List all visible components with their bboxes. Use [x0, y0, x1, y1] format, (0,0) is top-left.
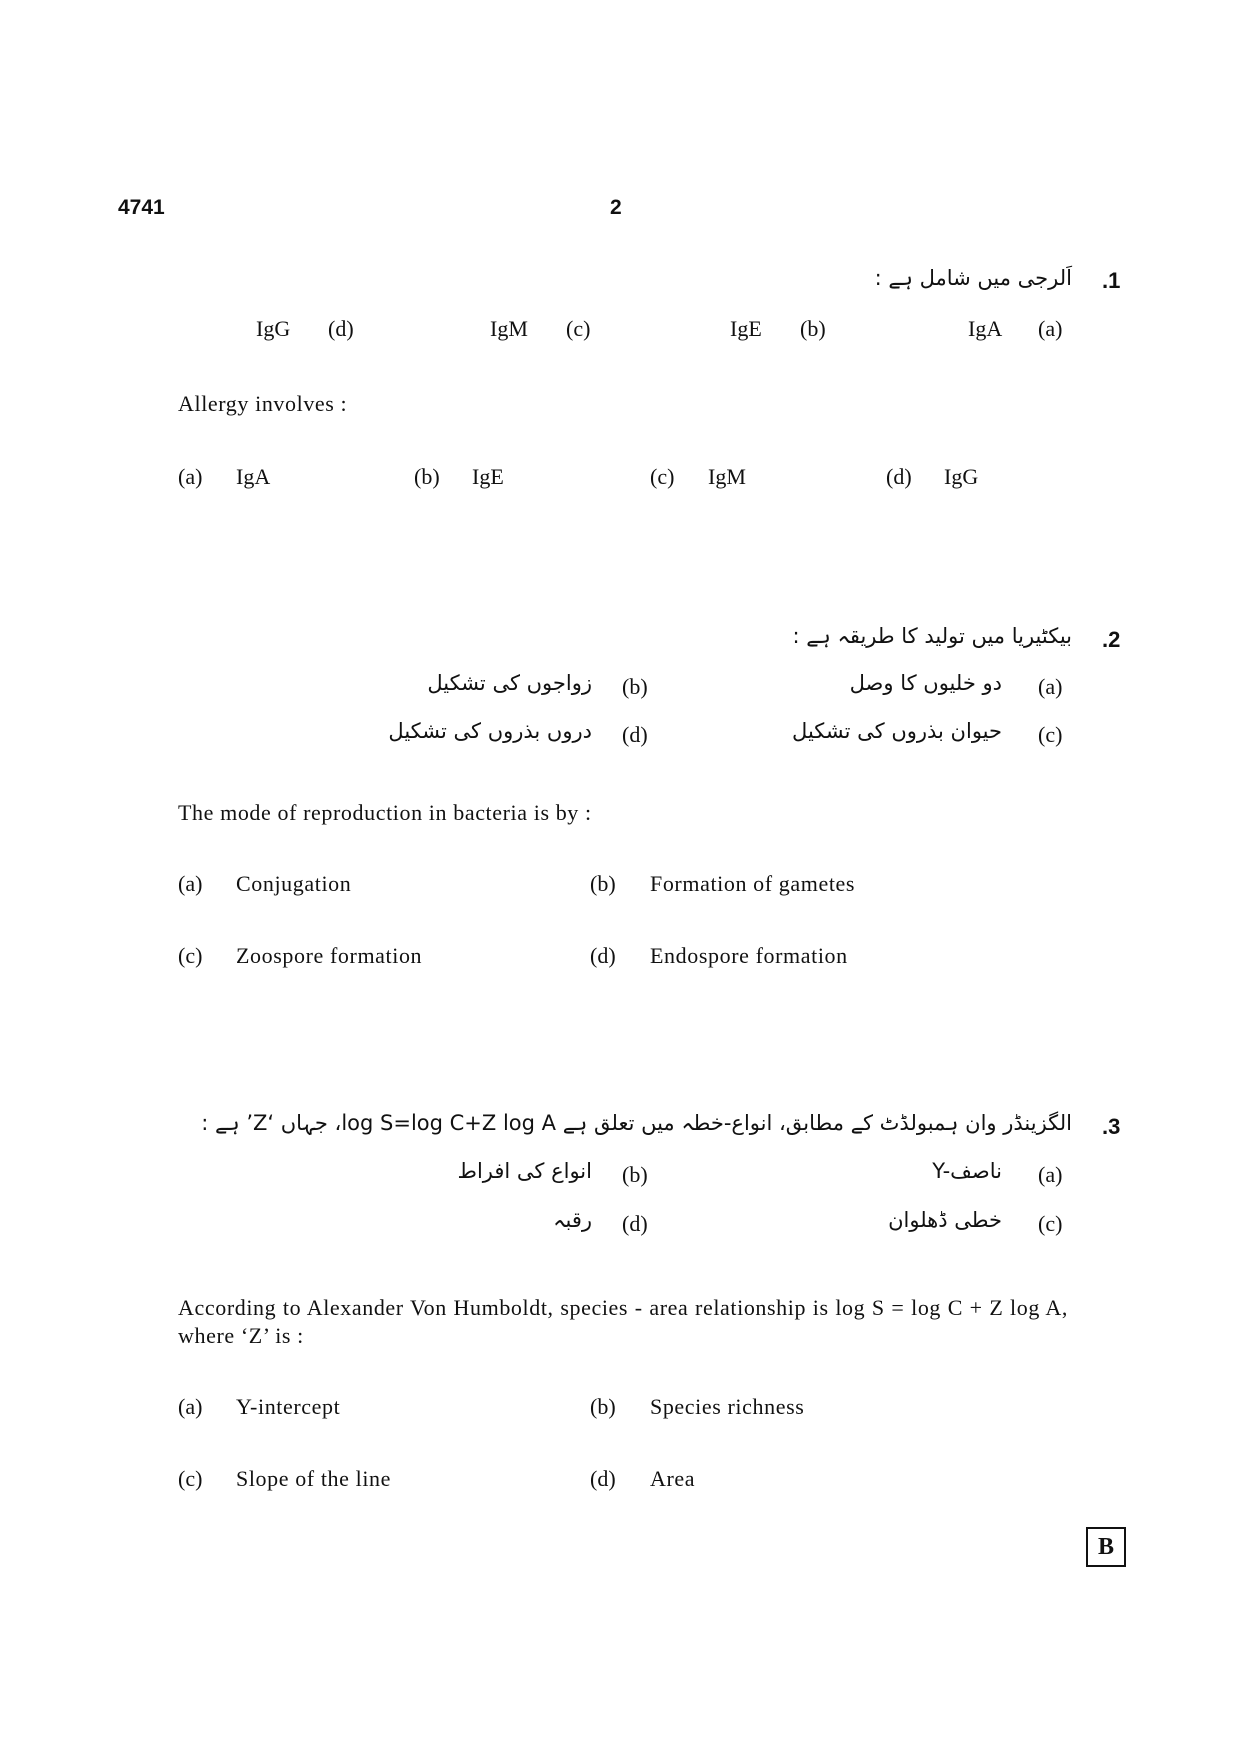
q2-urdu-option-a-text: دو خلیوں کا وصل	[849, 671, 1002, 695]
question-1-number: .1	[1102, 268, 1121, 293]
q3-english-option-d-text: Area	[650, 1466, 696, 1491]
q3-english-option-a-text: Y-intercept	[236, 1394, 341, 1419]
q1-english-option-b-text: IgE	[472, 464, 504, 489]
q3-english-option-c-label: (c)	[178, 1466, 203, 1491]
q2-urdu-option-b-label: (b)	[622, 674, 648, 699]
q2-english-option-b-label: (b)	[590, 871, 616, 896]
q1-urdu-option-d-text: IgG	[256, 316, 291, 341]
paper-code: 4741	[118, 196, 165, 219]
q2-english-option-c-text: Zoospore formation	[236, 943, 423, 968]
q3-english-option-a-label: (a)	[178, 1394, 203, 1419]
q3-urdu-option-c-label: (c)	[1038, 1211, 1063, 1236]
q1-english-option-c-label: (c)	[650, 464, 675, 489]
q1-english-option-d-text: IgG	[944, 464, 979, 489]
q2-english-option-c-label: (c)	[178, 943, 203, 968]
q3-urdu-option-d-label: (d)	[622, 1211, 648, 1236]
question-2-english-text: The mode of reproduction in bacteria is by :	[178, 800, 592, 825]
q3-urdu-option-b-label: (b)	[622, 1162, 648, 1187]
page-number: 2	[610, 196, 622, 219]
set-code-box: B	[1086, 1527, 1126, 1567]
q2-urdu-option-a-label: (a)	[1038, 674, 1063, 699]
q2-english-option-a-text: Conjugation	[236, 871, 352, 896]
question-2-urdu-text: بیکٹیریا میں تولید کا طریقہ ہے :	[792, 624, 1072, 648]
q3-english-option-c-text: Slope of the line	[236, 1466, 392, 1491]
q1-english-option-b-label: (b)	[414, 464, 440, 489]
q1-english-option-c-text: IgM	[708, 464, 746, 489]
q3-english-option-d-label: (d)	[590, 1466, 616, 1491]
question-1-english-text: Allergy involves :	[178, 391, 348, 416]
q1-urdu-option-b-label: (b)	[800, 316, 826, 341]
question-1-urdu-text: اَلرجی میں شامل ہے :	[874, 266, 1072, 290]
q2-urdu-option-c-label: (c)	[1038, 722, 1063, 747]
q1-urdu-option-a-label: (a)	[1038, 316, 1063, 341]
q3-urdu-option-a-text: Y-ناصف	[932, 1159, 1002, 1183]
q2-urdu-option-b-text: زواجوں کی تشکیل	[427, 671, 592, 695]
q1-urdu-option-c-label: (c)	[566, 316, 591, 341]
q3-english-option-b-label: (b)	[590, 1394, 616, 1419]
q2-english-option-d-label: (d)	[590, 943, 616, 968]
q2-english-option-a-label: (a)	[178, 871, 203, 896]
q2-english-option-d-text: Endospore formation	[650, 943, 848, 968]
q2-urdu-option-c-text: حیوان بذروں کی تشکیل	[792, 719, 1002, 743]
q2-urdu-option-d-label: (d)	[622, 722, 648, 747]
question-2-number: .2	[1102, 627, 1121, 652]
q3-urdu-option-a-label: (a)	[1038, 1162, 1063, 1187]
q3-urdu-option-d-text: رقبہ	[553, 1208, 592, 1232]
q1-english-option-a-label: (a)	[178, 464, 203, 489]
q3-english-option-b-text: Species richness	[650, 1394, 805, 1419]
q1-urdu-option-c-text: IgM	[490, 316, 528, 341]
question-3-english-text: According to Alexander Von Humboldt, species - area relationship is log S = log C + Z log A, where ‘Z’ is :	[178, 1295, 1068, 1348]
q1-urdu-option-b-text: IgE	[730, 316, 762, 341]
q3-urdu-option-c-text: خطی ڈھلوان	[888, 1208, 1002, 1232]
q1-urdu-option-a-text: IgA	[968, 316, 1003, 341]
q1-urdu-option-d-label: (d)	[328, 316, 354, 341]
question-3-number: .3	[1102, 1114, 1121, 1139]
q2-english-option-b-text: Formation of gametes	[650, 871, 856, 896]
q2-urdu-option-d-text: دروں بذروں کی تشکیل	[388, 719, 592, 743]
q1-english-option-d-label: (d)	[886, 464, 912, 489]
q3-urdu-option-b-text: انواع کی افراط	[457, 1159, 592, 1183]
question-3-urdu-text: الگزینڈر وان ہمبولڈٹ کے مطابق، انواع-خطہ میں تعلق ہے log S=log C+Z log A، جہاں ‘Z’ ہے :	[201, 1111, 1072, 1135]
q1-english-option-a-text: IgA	[236, 464, 271, 489]
